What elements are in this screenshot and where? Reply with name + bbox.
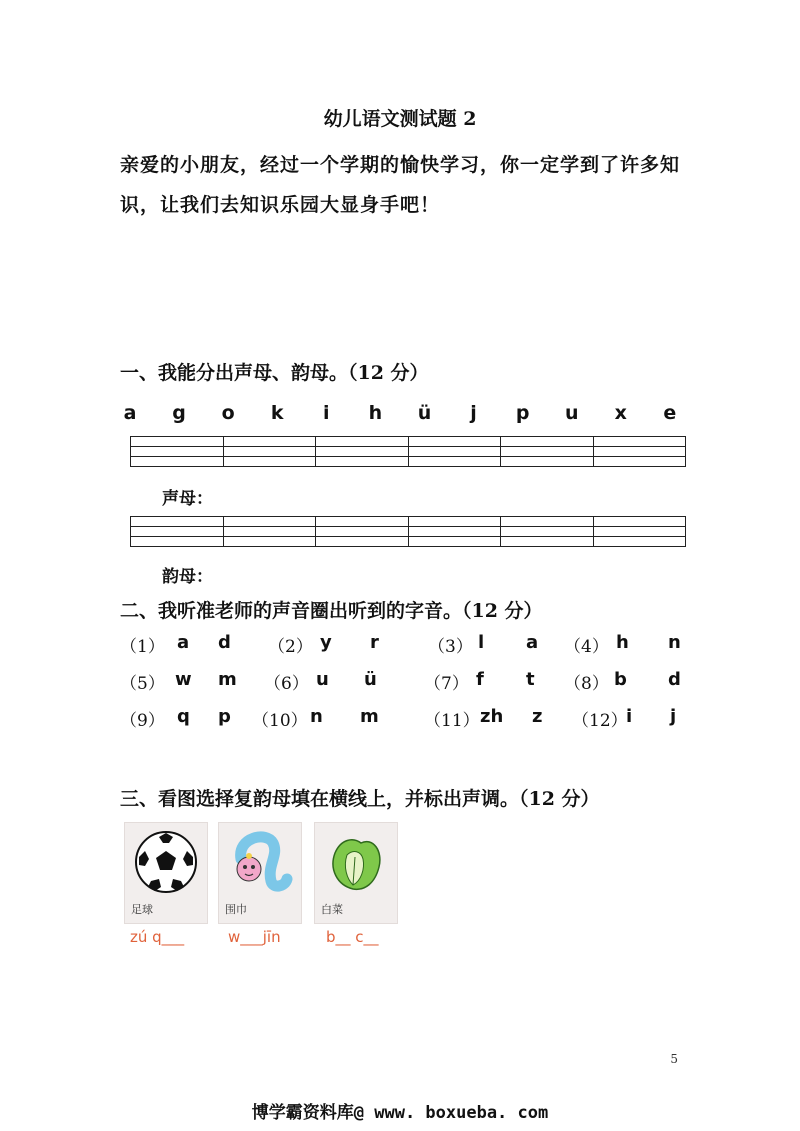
letter: p (515, 402, 530, 424)
scarf-icon (227, 829, 293, 895)
listening-item-3 (428, 632, 539, 657)
choice-a[interactable]: n (310, 706, 323, 727)
item-number: （10） (252, 711, 308, 731)
choice-a[interactable]: h (616, 632, 629, 653)
section1-heading: 一、我能分出声母、韵母。（12 分） (120, 362, 429, 384)
letter-row (110, 402, 690, 424)
choice-b[interactable]: t (526, 669, 535, 690)
section2-heading: 二、我听准老师的声音圈出听到的字音。（12 分） (120, 600, 543, 622)
item-number: （11） (424, 711, 480, 731)
listening-item-2 (268, 632, 379, 657)
choice-a[interactable]: u (316, 669, 329, 690)
page-title: 幼儿语文测试题 2 (323, 108, 477, 130)
letter: u (564, 402, 579, 424)
choice-a[interactable]: y (320, 632, 332, 653)
cabbage-icon (323, 829, 389, 895)
picture-card-football (124, 822, 208, 924)
item-number: （4） (564, 637, 609, 657)
yunmu-label: 韵母： (162, 567, 213, 587)
yunmu-writing-grid[interactable] (130, 516, 686, 547)
letter: x (614, 402, 627, 424)
item-number: （1） (120, 637, 165, 657)
listening-item-5 (120, 669, 237, 694)
choice-b[interactable]: r (370, 632, 379, 653)
listening-item-10 (252, 706, 379, 731)
footer-watermark: 博学霸资料库@ www. boxueba. com (251, 1103, 549, 1123)
item-number: （5） (120, 674, 165, 694)
picture-card-scarf (218, 822, 302, 924)
item-number: （12） (572, 711, 628, 731)
listening-item-8 (564, 669, 681, 694)
choice-a[interactable]: q (177, 706, 190, 727)
choice-b[interactable]: n (668, 632, 681, 653)
letter: i (323, 402, 330, 424)
choice-b[interactable]: m (360, 706, 379, 727)
card-caption: 白菜 (321, 903, 343, 916)
letter: g (172, 402, 186, 424)
listening-item-7 (424, 669, 535, 694)
intro-line-2: 识，让我们去知识乐园大显身手吧！ (120, 194, 441, 216)
item-number: （6） (264, 674, 309, 694)
letter: e (663, 402, 677, 424)
choice-b[interactable]: d (668, 669, 681, 690)
letter: k (270, 402, 284, 424)
shengmu-label: 声母： (162, 489, 213, 509)
card-caption: 围巾 (225, 903, 247, 916)
intro-line-1: 亲爱的小朋友，经过一个学期的愉快学习，你一定学到了许多知 (120, 154, 681, 176)
listening-item-11 (424, 706, 543, 731)
pinyin-blank-football[interactable]: zú q___ (130, 928, 185, 946)
item-number: （9） (120, 711, 165, 731)
letter: a (123, 402, 137, 424)
listening-item-6 (264, 669, 377, 694)
letter: h (368, 402, 383, 424)
card-caption: 足球 (131, 903, 153, 916)
choice-a[interactable]: a (177, 632, 190, 653)
listening-item-12 (572, 706, 677, 731)
listening-item-9 (120, 706, 231, 731)
section3-heading: 三、看图选择复韵母填在横线上，并标出声调。（12 分） (120, 788, 600, 810)
choice-b[interactable]: ü (364, 669, 377, 690)
choice-b[interactable]: a (526, 632, 539, 653)
item-number: （2） (268, 637, 313, 657)
shengmu-writing-grid[interactable] (130, 436, 686, 467)
choice-a[interactable]: l (478, 632, 485, 653)
choice-b[interactable]: p (218, 706, 231, 727)
choice-a[interactable]: zh (480, 706, 504, 727)
choice-a[interactable]: w (175, 669, 192, 690)
letter: o (221, 402, 235, 424)
item-number: （3） (428, 637, 473, 657)
pinyin-blank-cabbage[interactable]: b__ c__ (326, 928, 379, 946)
letter: ü (417, 402, 432, 424)
soccer-ball-icon (133, 829, 199, 895)
choice-b[interactable]: j (670, 706, 677, 727)
listening-item-1 (120, 632, 231, 657)
page-number: 5 (670, 1052, 678, 1066)
picture-card-cabbage (314, 822, 398, 924)
letter: j (470, 402, 477, 424)
choice-a[interactable]: b (614, 669, 627, 690)
choice-b[interactable]: d (218, 632, 231, 653)
choice-b[interactable]: z (532, 706, 543, 727)
choice-a[interactable]: i (626, 706, 633, 727)
pinyin-blank-scarf[interactable]: w___jīn (228, 928, 281, 946)
choice-b[interactable]: m (218, 669, 237, 690)
choice-a[interactable]: f (476, 669, 484, 690)
item-number: （8） (564, 674, 609, 694)
item-number: （7） (424, 674, 469, 694)
listening-item-4 (564, 632, 681, 657)
